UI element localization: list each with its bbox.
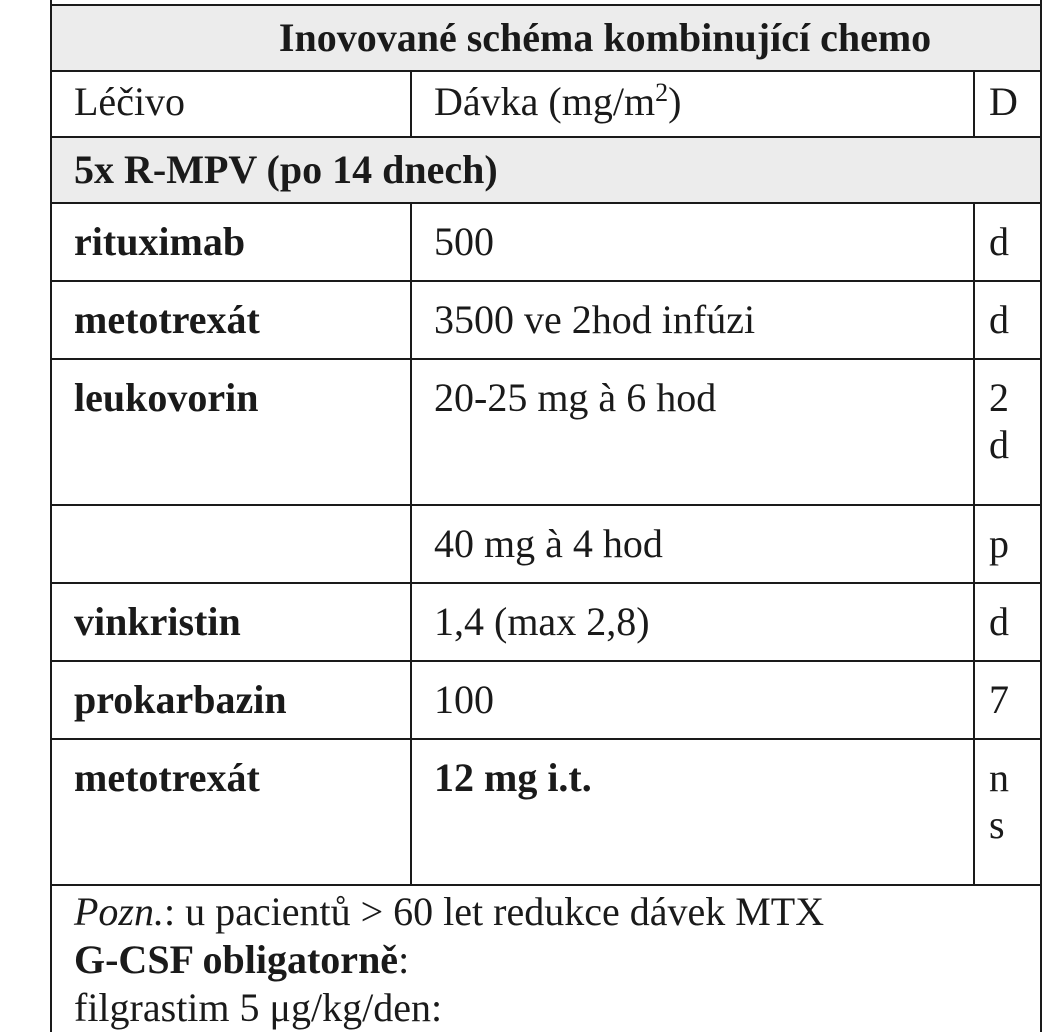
drug-cell: prokarbazin — [51, 661, 411, 739]
gcsf-colon: : — [398, 937, 410, 982]
col3-cell: d — [974, 203, 1041, 281]
header-dose: Dávka $(mg/m^2)$ — [411, 71, 974, 137]
table-title-row — [51, 5, 1041, 71]
notes-cell — [51, 885, 1041, 1032]
note-gcsf — [74, 936, 1018, 984]
section-row — [51, 137, 1041, 203]
header-row — [51, 71, 1041, 137]
table-row — [51, 203, 1041, 281]
col3-cell — [974, 739, 1041, 885]
header-col3: D — [974, 71, 1041, 137]
notes-row — [51, 885, 1041, 1032]
dose-cell: 40 mg à 4 hod — [411, 505, 974, 583]
pozn-label: Pozn. — [74, 889, 164, 934]
drug-cell: rituximab — [51, 203, 411, 281]
table-row — [51, 661, 1041, 739]
drug-cell: metotrexát — [51, 281, 411, 359]
col3-line1: n — [989, 755, 1009, 800]
col3-cell: d — [974, 281, 1041, 359]
col3-line2: d — [989, 422, 1009, 468]
gcsf-label: G-CSF obligatorně — [74, 937, 399, 982]
document-frame — [50, 0, 1040, 1030]
dose-cell: 100 — [411, 661, 974, 739]
drug-cell: leukovorin — [51, 359, 411, 505]
dose-cell: 1,4 (max 2,8) — [411, 583, 974, 661]
dose-cell: 20-25 mg à 6 hod — [411, 359, 974, 505]
table-row — [51, 583, 1041, 661]
col3-cell: p — [974, 505, 1041, 583]
table-title: Inovované schéma kombinující chemo — [51, 5, 1041, 71]
note-filgrastim: filgrastim 5 μg/kg/den: — [74, 985, 443, 1030]
pozn-text: : u pacientů > 60 let redukce dávek MTX — [164, 889, 825, 934]
note-pozn — [74, 888, 1018, 936]
header-drug: Léčivo — [51, 71, 411, 137]
table-row — [51, 739, 1041, 885]
dose-cell: 12 mg i.t. — [411, 739, 974, 885]
col3-cell: d — [974, 583, 1041, 661]
dose-cell: 500 — [411, 203, 974, 281]
table-row — [51, 359, 1041, 505]
col3-cell: 7 — [974, 661, 1041, 739]
col3-cell — [974, 359, 1041, 505]
drug-cell — [51, 505, 411, 583]
section-title: 5x R-MPV (po 14 dnech) — [51, 137, 1041, 203]
table-row — [51, 281, 1041, 359]
col3-line1: 2 — [989, 375, 1009, 420]
regimen-table — [50, 0, 1042, 1032]
drug-cell: metotrexát — [51, 739, 411, 885]
drug-cell: vinkristin — [51, 583, 411, 661]
dose-cell: 3500 ve 2hod infúzi — [411, 281, 974, 359]
col3-line2: s — [989, 802, 1005, 848]
table-row — [51, 505, 1041, 583]
